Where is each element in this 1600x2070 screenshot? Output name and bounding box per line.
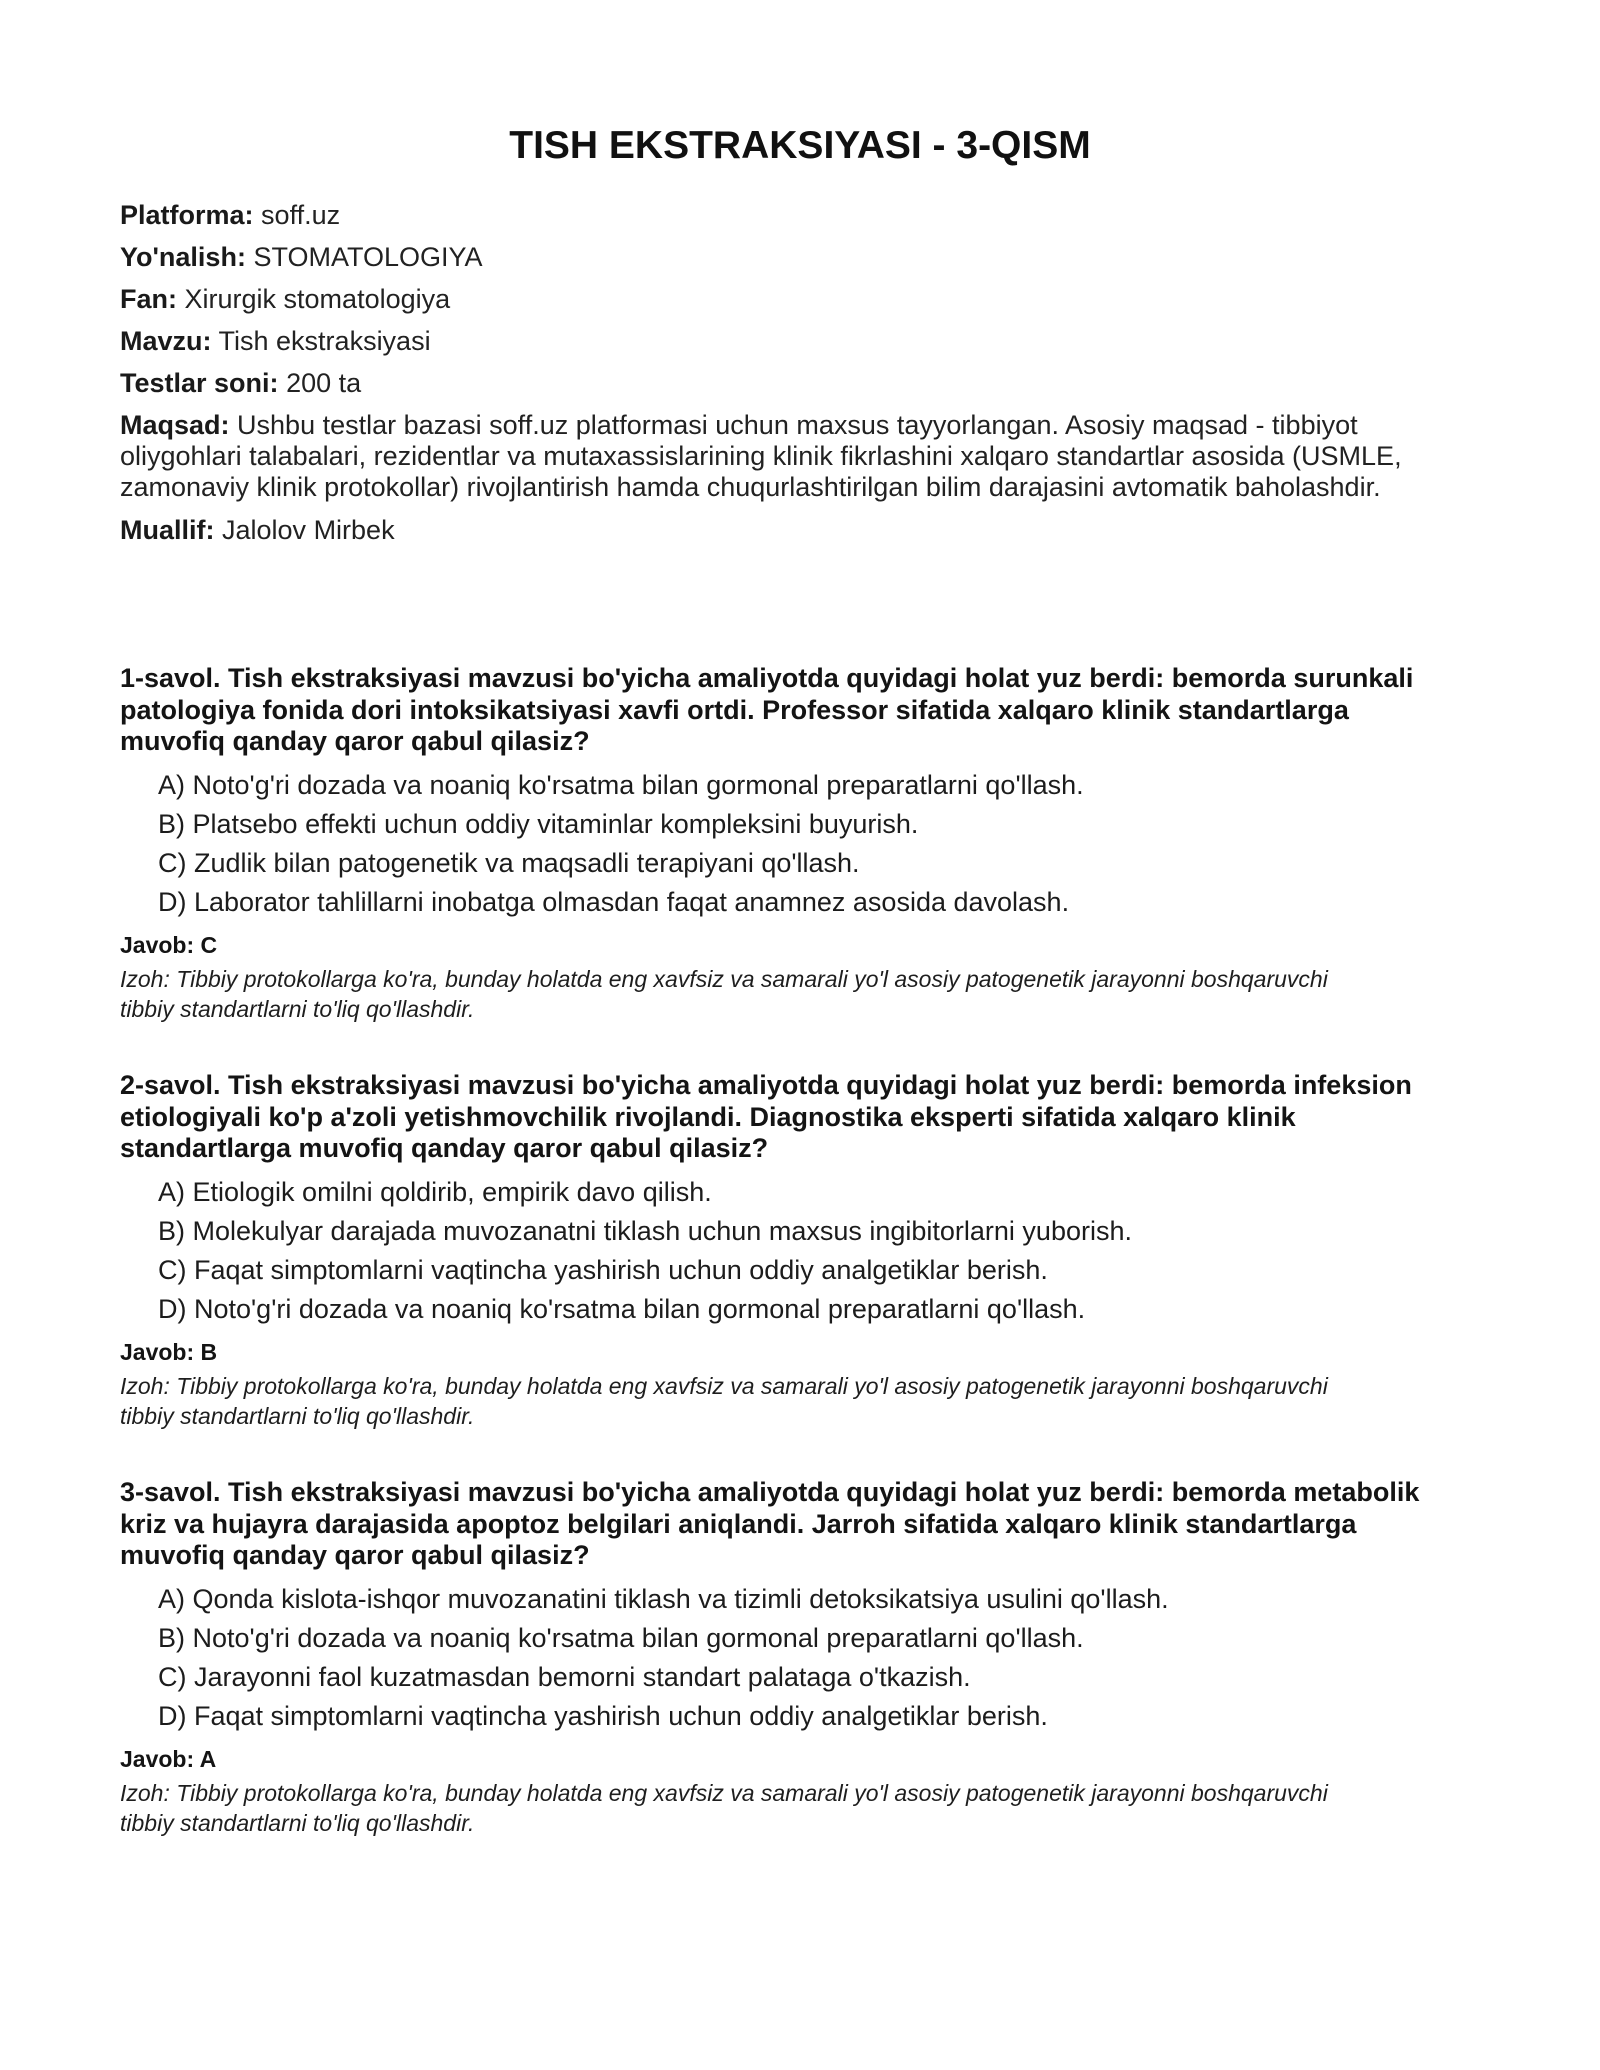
goal-value: Ushbu testlar bazasi soff.uz platformasi uchun maxsus tayyorlangan. Asosiy maqsad - tibbiyot oliygohlari talabalari, rezidentlar va mutaxassislarining klinik fikrlashini xalqaro standartlar asosida (USMLE, zamonaviy klinik protokollar) rivojlantirish hamda chuqurlashtirilgan bilim darajasini avtomatik baholashdir. [120, 410, 1402, 502]
option-c: C) Jarayonni faol kuzatmasdan bemorni standart palataga o'tkazish. [158, 1661, 971, 1692]
answer-key: Javob: C [120, 931, 218, 958]
answer-key: Javob: A [120, 1745, 217, 1772]
direction-value: STOMATOLOGIYA [253, 242, 483, 272]
platform-label: Platforma: [120, 200, 254, 230]
document-info [120, 200, 1460, 557]
question-block [120, 663, 1460, 1024]
explanation-note: Izoh: Tibbiy protokollarga ko'ra, bunday holatda eng xavfsiz va samarali yo'l asosiy patogenetik jarayonni boshqaruvchi tibbiy standartlarni to'liq qo'llashdir. [120, 1372, 1328, 1429]
option-b: B) Molekulyar darajada muvozanatni tiklash uchun maxsus ingibitorlarni yuborish. [158, 1215, 1132, 1246]
direction-row [120, 242, 1460, 273]
test-count-label: Testlar soni: [120, 368, 279, 398]
option-d: D) Laborator tahlillarni inobatga olmasdan faqat anamnez asosida davolash. [158, 886, 1070, 917]
option-a: A) Qonda kislota-ishqor muvozanatini tiklash va tizimli detoksikatsiya usulini qo'llash. [158, 1583, 1169, 1614]
answer-key: Javob: B [120, 1338, 218, 1365]
question-block [120, 1070, 1460, 1431]
subject-value: Xirurgik stomatologiya [184, 284, 451, 314]
answer-options [120, 1177, 1460, 1325]
author-label: Muallif: [120, 515, 215, 545]
platform-value: soff.uz [261, 200, 341, 230]
option-d: D) Faqat simptomlarni vaqtincha yashirish uchun oddiy analgetiklar berish. [158, 1700, 1048, 1731]
question-text: 3-savol. Tish ekstraksiyasi mavzusi bo'yicha amaliyotda quyidagi holat yuz berdi: bemorda metabolik kriz va hujayra darajasida apoptoz belgilari aniqlandi. Jarroh sifatida xalqaro klinik standartlarga muvofiq qanday qaror qabul qilasiz? [120, 1477, 1420, 1570]
question-text: 2-savol. Tish ekstraksiyasi mavzusi bo'yicha amaliyotda quyidagi holat yuz berdi: bemorda infeksion etiologiyali ko'p a'zoli yetishmovchilik rivojlandi. Diagnostika eksperti sifatida xalqaro klinik standartlarga muvofiq qanday qaror qabul qilasiz? [120, 1070, 1412, 1163]
direction-label: Yo'nalish: [120, 242, 246, 272]
option-a: A) Noto'g'ri dozada va noaniq ko'rsatma bilan gormonal preparatlarni qo'llash. [158, 769, 1084, 800]
answer-options [120, 1584, 1460, 1732]
test-count-value: 200 ta [286, 368, 362, 398]
subject-row [120, 284, 1460, 315]
author-value: Jalolov Mirbek [222, 515, 395, 545]
test-count-row [120, 368, 1460, 399]
answer-options [120, 770, 1460, 918]
option-c: C) Zudlik bilan patogenetik va maqsadli terapiyani qo'llash. [158, 847, 860, 878]
platform-row [120, 200, 1460, 231]
option-a: A) Etiologik omilni qoldirib, empirik davo qilish. [158, 1176, 712, 1207]
subject-label: Fan: [120, 284, 177, 314]
goal-label: Maqsad: [120, 410, 230, 440]
question-text: 1-savol. Tish ekstraksiyasi mavzusi bo'yicha amaliyotda quyidagi holat yuz berdi: bemorda surunkali patologiya fonida dori intoksikatsiyasi xavfi ortdi. Professor sifatida xalqaro klinik standartlarga muvofiq qanday qaror qabul qilasiz? [120, 663, 1414, 756]
explanation-note: Izoh: Tibbiy protokollarga ko'ra, bunday holatda eng xavfsiz va samarali yo'l asosiy patogenetik jarayonni boshqaruvchi tibbiy standartlarni to'liq qo'llashdir. [120, 965, 1328, 1022]
author-row [120, 515, 1460, 546]
topic-label: Mavzu: [120, 326, 212, 356]
topic-value: Tish ekstraksiyasi [218, 326, 431, 356]
option-b: B) Platsebo effekti uchun oddiy vitaminlar kompleksini buyurish. [158, 808, 919, 839]
question-block [120, 1477, 1460, 1838]
option-c: C) Faqat simptomlarni vaqtincha yashirish uchun oddiy analgetiklar berish. [158, 1254, 1048, 1285]
page-title: TISH EKSTRAKSIYASI - 3-QISM [509, 124, 1091, 167]
goal-row [120, 410, 1460, 503]
explanation-note: Izoh: Tibbiy protokollarga ko'ra, bunday holatda eng xavfsiz va samarali yo'l asosiy patogenetik jarayonni boshqaruvchi tibbiy standartlarni to'liq qo'llashdir. [120, 1779, 1328, 1836]
topic-row [120, 326, 1460, 357]
option-d: D) Noto'g'ri dozada va noaniq ko'rsatma bilan gormonal preparatlarni qo'llash. [158, 1293, 1086, 1324]
option-b: B) Noto'g'ri dozada va noaniq ko'rsatma bilan gormonal preparatlarni qo'llash. [158, 1622, 1084, 1653]
